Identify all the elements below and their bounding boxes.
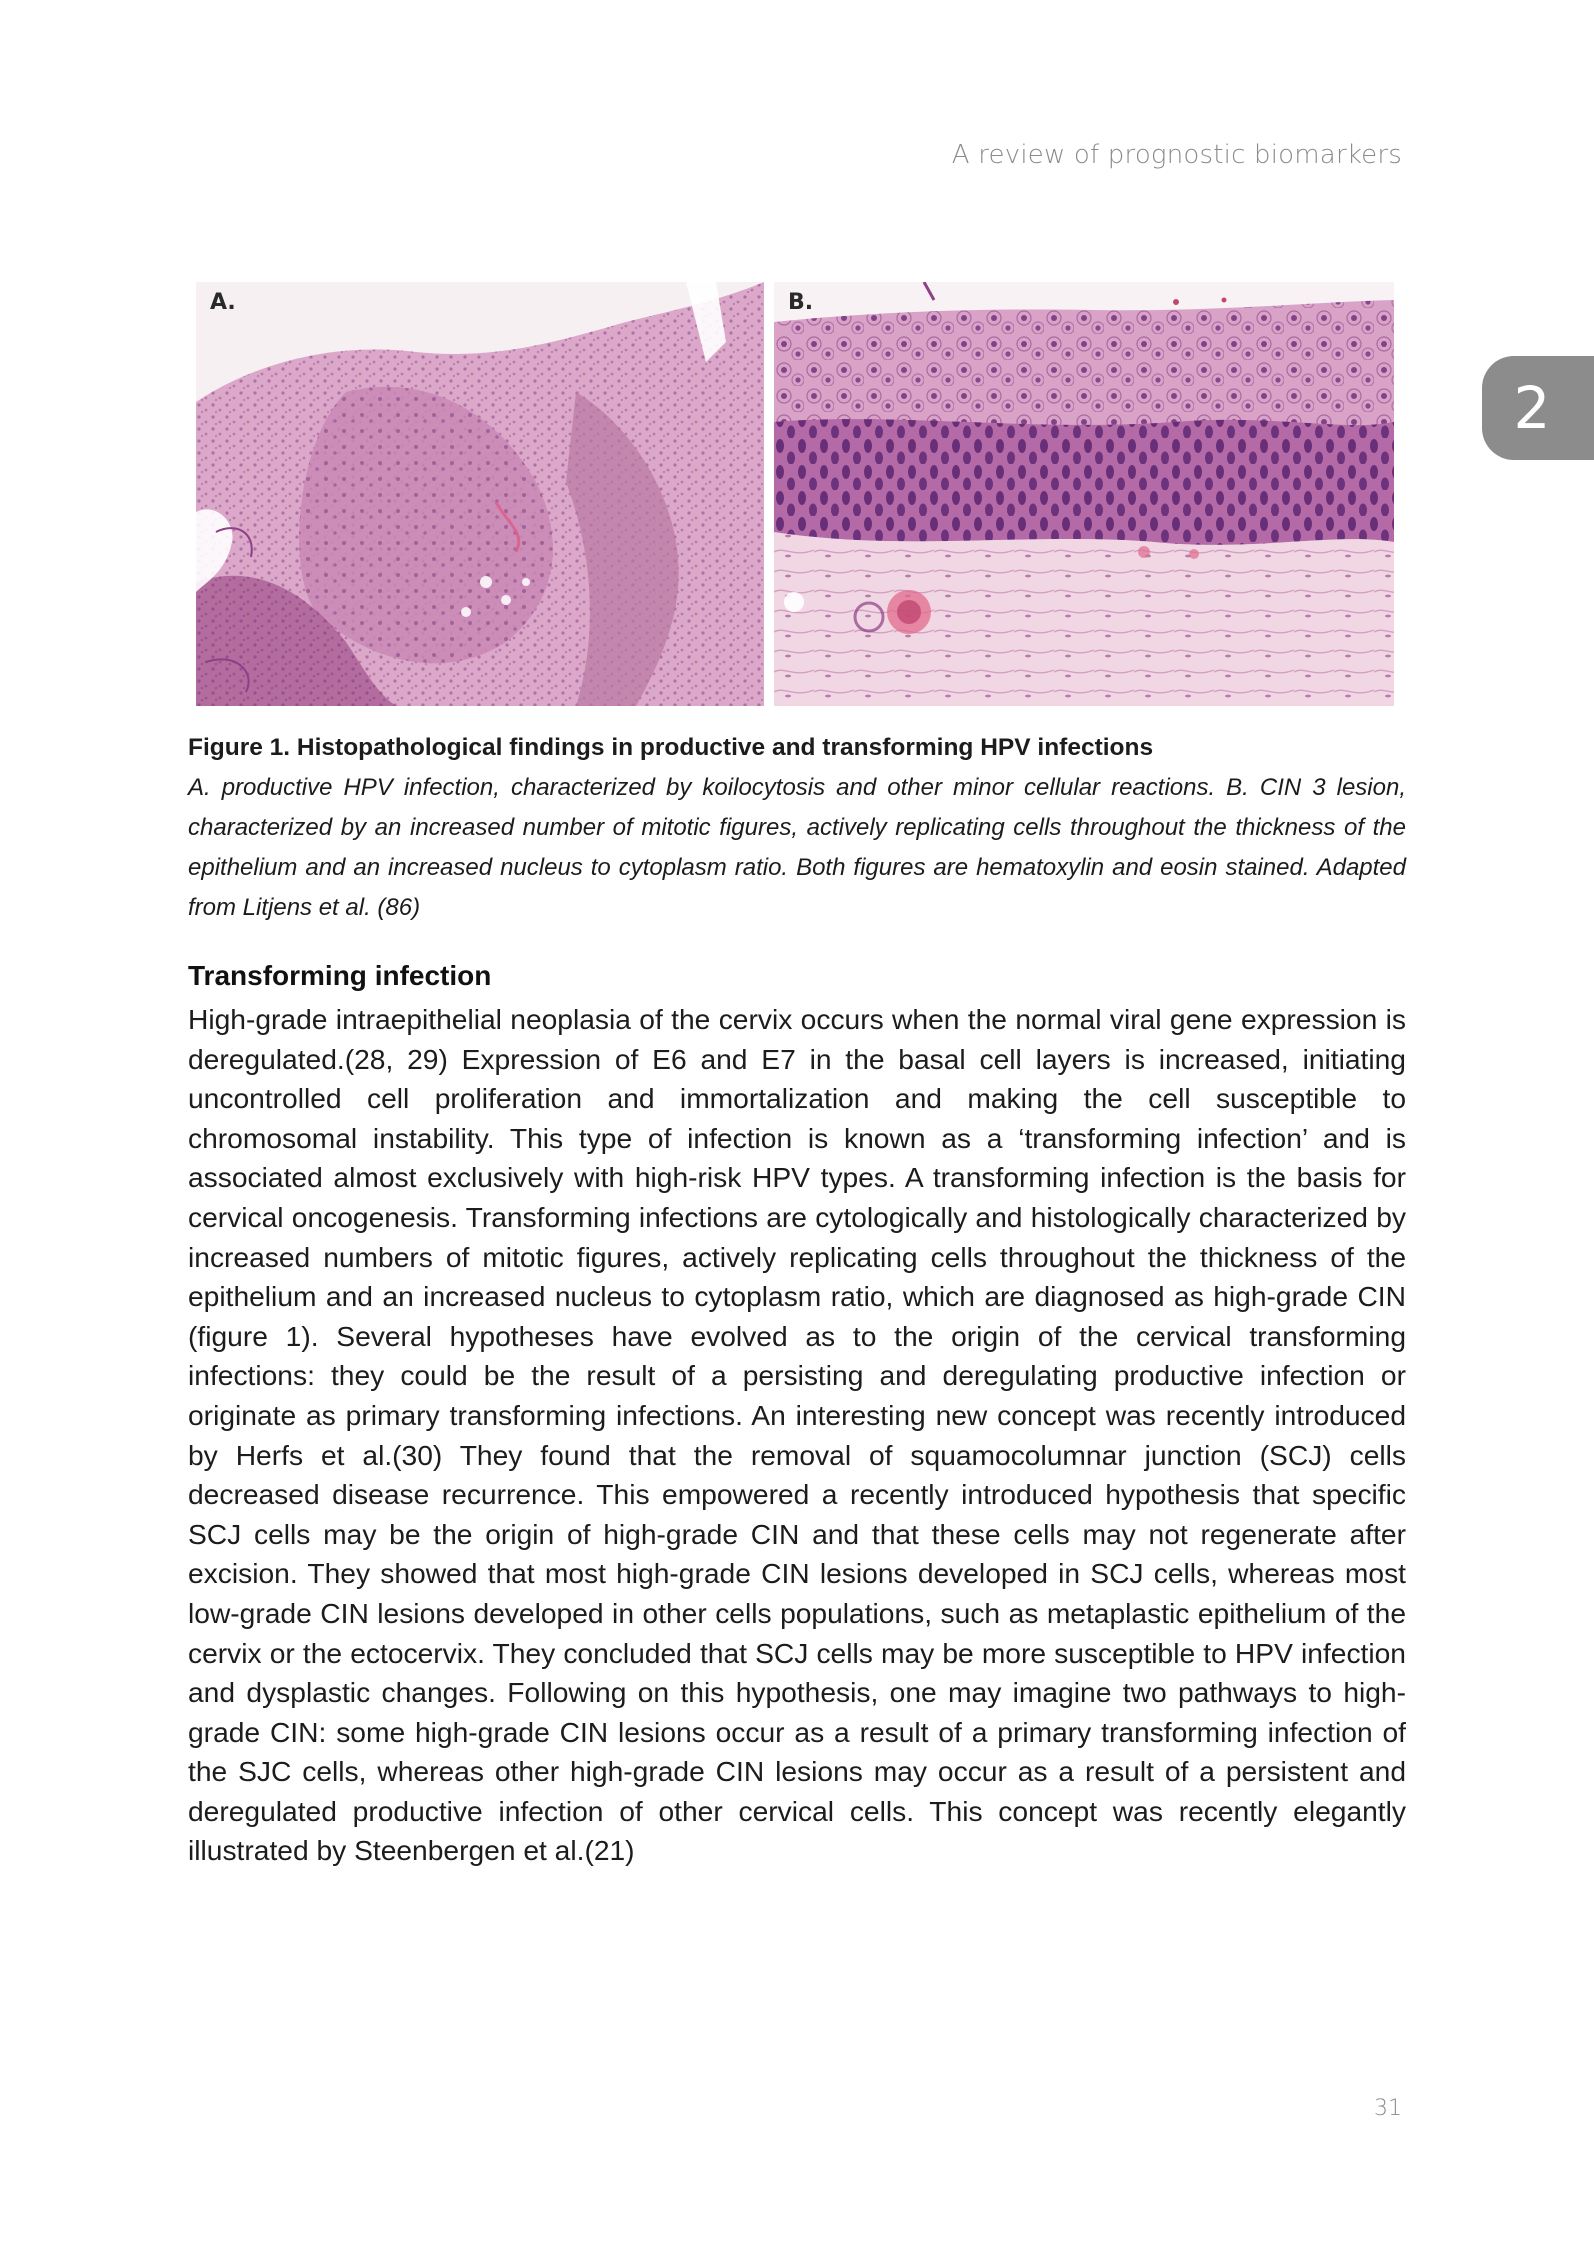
figure-1	[196, 282, 1394, 706]
caption-title: Figure 1. Histopathological findings in productive and transforming HPV infections	[188, 734, 1154, 761]
histology-image-a	[196, 282, 764, 706]
running-header: A review of prognostic biomarkers	[951, 140, 1402, 170]
page-number: 31	[1374, 2096, 1402, 2121]
figure-panel-a	[196, 282, 764, 706]
histology-image-b	[774, 282, 1394, 706]
panel-b-label: B.	[788, 290, 814, 315]
body-paragraph: High-grade intraepithelial neoplasia of the cervix occurs when the normal viral gene expression is deregulated.(28, 29) Expression of E6 and E7 in the basal cell layers is increased, initiating uncontrolled cell proliferation and immortalization and making the cell susceptible to chromosomal instability. This type of infection is known as a ‘transforming infection’ and is associated almost exclusively with high-risk HPV types. A transforming infection is the basis for cervical oncogenesis. Transforming infections are cytologically and histologically characterized by increased numbers of mitotic figures, actively replicating cells throughout the thickness of the epithelium and an increased nucleus to cytoplasm ratio, which are diagnosed as high-grade CIN (figure 1). Several hypotheses have evolved as to the origin of the cervical transforming infections: they could be the result of a persisting and deregulating productive infection or originate as primary transforming infections. An interesting new concept was recently introduced by Herfs et al.(30) They found that the removal of squamocolumnar junction (SCJ) cells decreased disease recurrence. This empowered a recently introduced hypothesis that specific SCJ cells may be the origin of high-grade CIN and that these cells may not regenerate after excision. They showed that most high-grade CIN lesions developed in SCJ cells, whereas most low-grade CIN lesions developed in other cells populations, such as metaplastic epithelium of the cervix or the ectocervix. They concluded that SCJ cells may be more susceptible to HPV infection and dysplastic changes. Following on this hypothesis, one may imagine two pathways to high-grade CIN: some high-grade CIN lesions occur as a result of a primary transforming infection of the SJC cells, whereas other high-grade CIN lesions may occur as a result of a persistent and deregulated productive infection of other cervical cells. This concept was recently elegantly illustrated by Steenbergen et al.(21)	[188, 1003, 1406, 1867]
section-heading: Transforming infection	[188, 960, 492, 991]
chapter-tab: 2	[1482, 356, 1594, 460]
panel-a-label: A.	[210, 290, 236, 315]
figure-panel-b	[774, 282, 1394, 706]
caption-body: A. productive HPV infection, characterized by koilocytosis and other minor cellular reactions. B. CIN 3 lesion, characterized by an increased number of mitotic figures, actively replicating cells throughout the thickness of the epithelium and an increased nucleus to cytoplasm ratio. Both figures are hematoxylin and eosin stained. Adapted from Litjens et al. (86)	[188, 774, 1406, 921]
figure-caption	[188, 728, 1406, 928]
